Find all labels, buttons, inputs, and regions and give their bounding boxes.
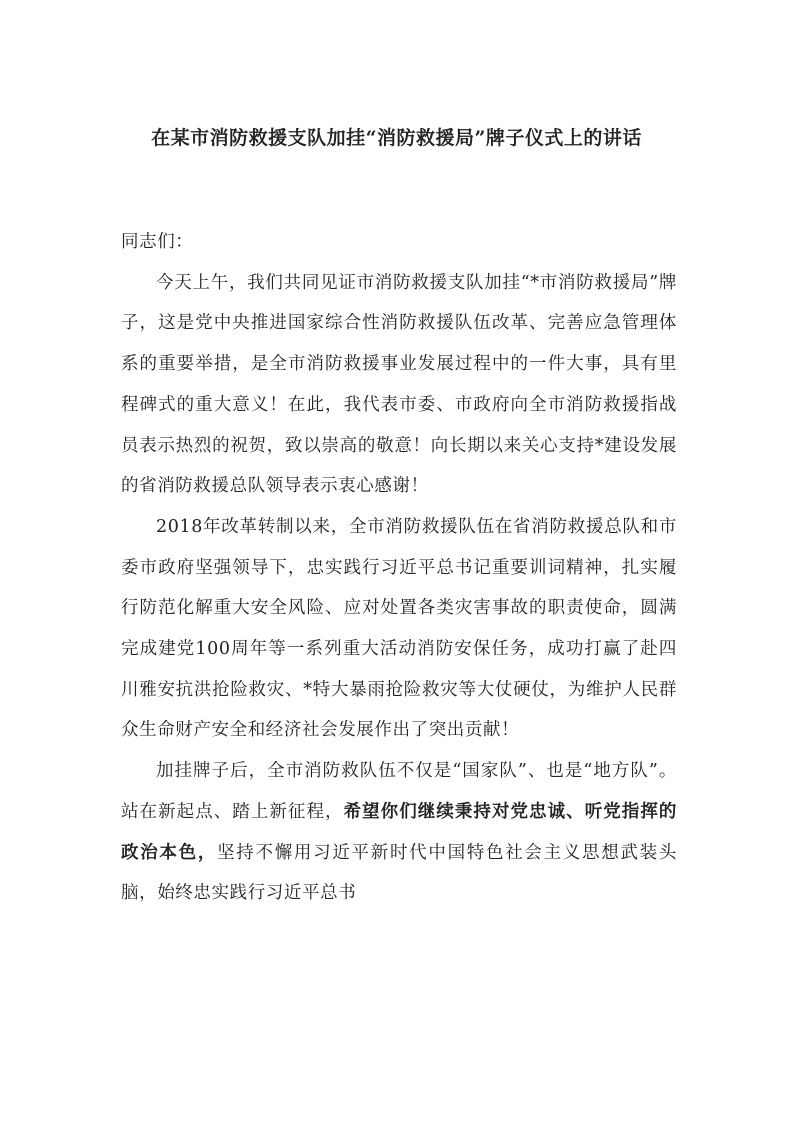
paragraph-3-tail: 坚持不懈用习近平新时代中国特色社会主义思想武装头脑，始终忠实践行习近平总书 — [121, 842, 678, 904]
paragraph-1: 今天上午，我们共同见证市消防救援支队加挂“*市消防救援局”牌子，这是党中央推进国家综合性消防救援队伍改革、完善应急管理体系的重要举措，是全市消防救援事业发展过程中的一件大事，具有里程碑式的重大意义！在此，我代表市委、市政府向全市消防救援指战员表示热烈的祝贺，致以崇高的敬意！向长期以来关心支持*建设发展的省消防救援总队领导表示衷心感谢！ — [121, 272, 677, 497]
salutation: 同志们： — [121, 232, 194, 252]
document-body — [121, 222, 677, 914]
paragraph-3 — [121, 751, 677, 914]
paragraph-3-emphasis: 希望你们继续秉持对党忠诚、听党指挥的政治本色， — [121, 801, 677, 863]
paragraph-3-lead: 加挂牌子后，全市消防救队伍不仅是“国家队”、也是“地方队”。站在新起点、踏上新征程， — [121, 761, 677, 822]
document-title: 在某市消防救援支队加挂“消防救援局”牌子仪式上的讲话 — [151, 127, 642, 149]
paragraph-2: 2018年改革转制以来，全市消防救援队伍在省消防救援总队和市委市政府坚强领导下，忠实践行习近平总书记重要训词精神，扎实履行防范化解重大安全风险、应对处置各类灾害事故的职责使命，圆满完成建党100周年等一系列重大活动消防安保任务，成功打赢了赴四川雅安抗洪抢险救灾、*特大暴雨抢险救灾等大仗硬仗，为维护人民群众生命财产安全和经济社会发展作出了突出贡献！ — [121, 516, 677, 741]
